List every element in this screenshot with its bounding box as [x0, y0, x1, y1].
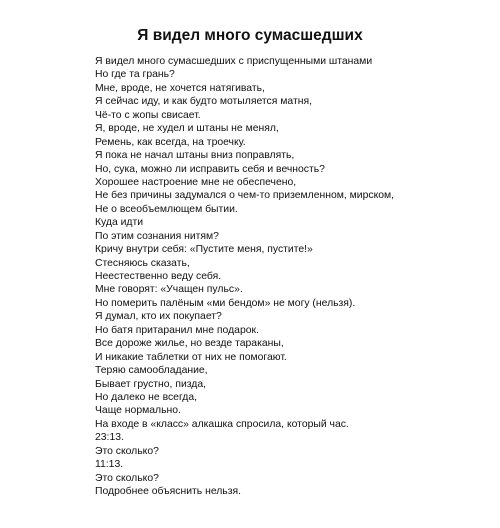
poem-line: Ремень, как всегда, на троечку.: [95, 136, 246, 148]
poem-line: Неестественно веду себя.: [95, 271, 222, 282]
poem-line: Это сколько?: [95, 472, 159, 484]
poem-line: Подробнее объяснить нельзя.: [95, 486, 242, 497]
poem-line: По этим сознания нитям?: [95, 230, 219, 242]
poem-line: Бывает грустно, пизда,: [95, 378, 207, 390]
poem-line: 23:13.: [95, 432, 124, 444]
poem-body: [95, 55, 394, 498]
poem-line: Это сколько?: [95, 445, 159, 457]
poem-line: Но, сука, можно ли исправить себя и вечность?: [95, 163, 325, 175]
poem-line: Но где та грань?: [95, 69, 175, 81]
poem-line: Куда идти: [95, 217, 144, 229]
poem-line: Хорошее настроение мне не обеспечено,: [95, 176, 297, 188]
poem-line: Не без причины задумался о чем-то приземленном, мирском,: [95, 190, 395, 202]
poem-line: Но батя притаранил мне подарок.: [95, 324, 259, 336]
poem-line: Кричу внутри себя: «Пустите меня, пустите!»: [95, 244, 313, 256]
poem-line: Но померить палёным «ми бендом» не могу (нельзя).: [95, 297, 356, 309]
poem-line: Не о всеобъемлющем бытии.: [95, 203, 238, 215]
poem-line: 11:13.: [95, 459, 124, 471]
poem-line: Теряю самообладание,: [95, 365, 208, 377]
poem-line: На входе в «класс» алкашка спросила, который час.: [95, 418, 349, 430]
poem-line: Все дороже жилье, но везде тараканы,: [95, 338, 284, 350]
poem-line: Но далеко не всегда,: [95, 391, 198, 403]
poem-line: Стесняюсь сказать,: [95, 257, 190, 269]
poem-line: Я сейчас иду, и как будто мотыляется матня,: [95, 96, 312, 108]
poem-line: Чаще нормально.: [95, 405, 181, 417]
page-title: Я видел много сумасшедших: [137, 27, 363, 44]
poem-line: Я пока не начал штаны вниз поправлять,: [95, 150, 295, 162]
poem-line: Я думал, кто их покупает?: [95, 311, 222, 323]
poem-line: Я, вроде, не худел и штаны не менял,: [95, 123, 279, 135]
poem-line: Мне говорят: «Учащен пульс».: [95, 284, 243, 296]
poem-line: И никакие таблетки от них не помогают.: [95, 351, 287, 363]
poem-line: Мне, вроде, не хочется натягивать,: [95, 82, 265, 94]
poem-line: Чё-то с жопы свисает.: [95, 109, 201, 121]
poem-line: Я видел много сумасшедших с приспущенными штанами: [95, 56, 373, 67]
